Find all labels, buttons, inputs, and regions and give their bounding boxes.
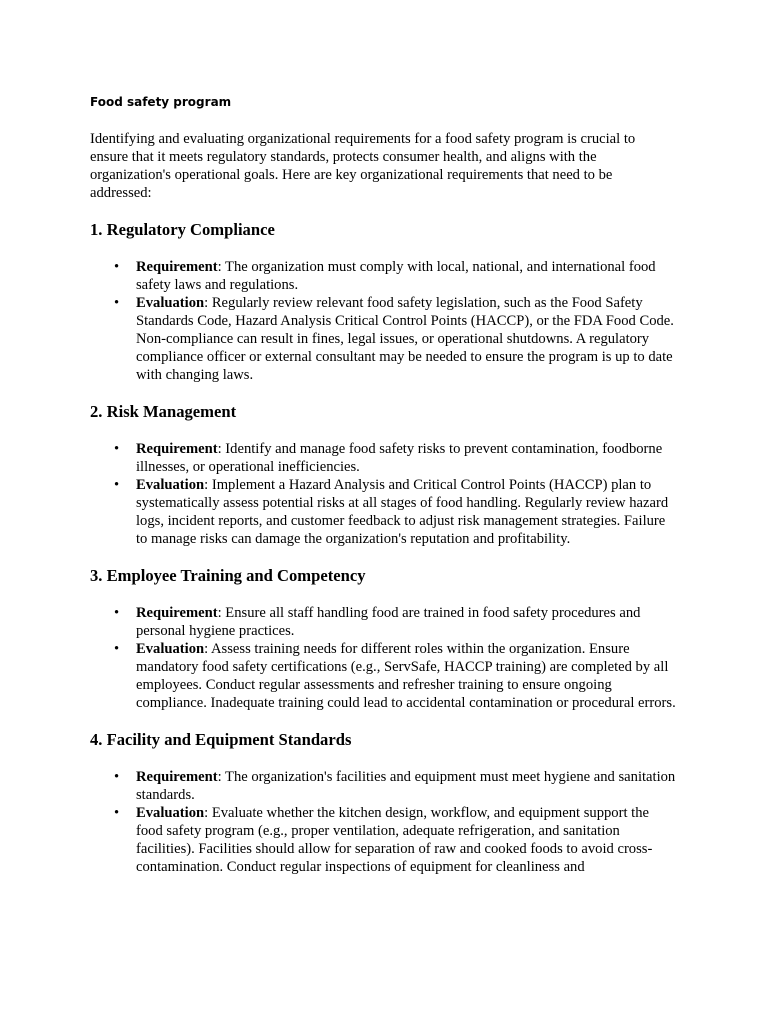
list-item — [136, 604, 676, 640]
list-item — [136, 440, 676, 476]
item-text: : The organization must comply with local, national, and international food safety laws and regulations. — [136, 259, 656, 293]
list-item — [136, 768, 676, 804]
item-term: Evaluation — [136, 641, 205, 657]
item-term: Evaluation — [136, 805, 205, 821]
section-heading: 4. Facility and Equipment Standards — [90, 730, 352, 749]
item-text: : Identify and manage food safety risks to prevent contamination, foodborne illnesses, or operational inefficiencies. — [136, 441, 663, 475]
bullet-list — [90, 768, 676, 876]
item-text: : The organization's facilities and equipment must meet hygiene and sanitation standards. — [136, 769, 676, 803]
list-item — [136, 804, 676, 876]
item-text: : Regularly review relevant food safety legislation, such as the Food Safety Standards Code, Hazard Analysis Critical Control Points (HACCP), or the FDA Food Code. Non-compliance can result in fines, legal issues, or operational shutdowns. A regulatory compliance officer or external consultant may be needed to ensure the program is up to date with changing laws. — [136, 295, 674, 383]
list-item — [136, 294, 676, 384]
section-employee-training — [90, 565, 676, 712]
item-text: : Assess training needs for different roles within the organization. Ensure mandatory food safety certifications (e.g., ServSafe, HACCP training) are completed by all employees. Conduct regular assessments and refresher training to ensure ongoing compliance. Inadequate training could lead to accidental contamination or procedural errors. — [136, 641, 676, 711]
item-term: Evaluation — [136, 295, 205, 311]
section-heading: 3. Employee Training and Competency — [90, 566, 366, 585]
section-regulatory-compliance — [90, 219, 676, 384]
intro-paragraph: Identifying and evaluating organizational requirements for a food safety program is crucial to ensure that it meets regulatory standards, protects consumer health, and aligns with the organization's operational goals. Here are key organizational requirements that need to be addressed: — [90, 131, 636, 201]
item-text: : Ensure all staff handling food are trained in food safety procedures and personal hygiene practices. — [136, 605, 641, 639]
section-risk-management — [90, 401, 676, 548]
list-item — [136, 476, 676, 548]
section-heading: 1. Regulatory Compliance — [90, 220, 275, 239]
item-term: Requirement — [136, 605, 218, 621]
item-term: Evaluation — [136, 477, 205, 493]
item-text: : Evaluate whether the kitchen design, workflow, and equipment support the food safety program (e.g., proper ventilation, adequate refrigeration, and sanitation facilities). Facilities should allow for separation of raw and cooked foods to avoid cross-contamination. Conduct regular inspections of equipment for cleanliness and — [136, 805, 653, 875]
bullet-list — [90, 440, 676, 548]
list-item — [136, 258, 676, 294]
item-text: : Implement a Hazard Analysis and Critical Control Points (HACCP) plan to systematically assess potential risks at all stages of food handling. Regularly review hazard logs, incident reports, and customer feedback to adjust risk management strategies. Failure to manage risks can damage the organization's reputation and profitability. — [136, 477, 669, 547]
item-term: Requirement — [136, 769, 218, 785]
section-facility-equipment — [90, 729, 676, 876]
bullet-list — [90, 258, 676, 384]
section-heading: 2. Risk Management — [90, 402, 237, 421]
bullet-list — [90, 604, 676, 712]
item-term: Requirement — [136, 441, 218, 457]
document-title: Food safety program — [90, 95, 232, 109]
item-term: Requirement — [136, 259, 218, 275]
list-item — [136, 640, 676, 712]
